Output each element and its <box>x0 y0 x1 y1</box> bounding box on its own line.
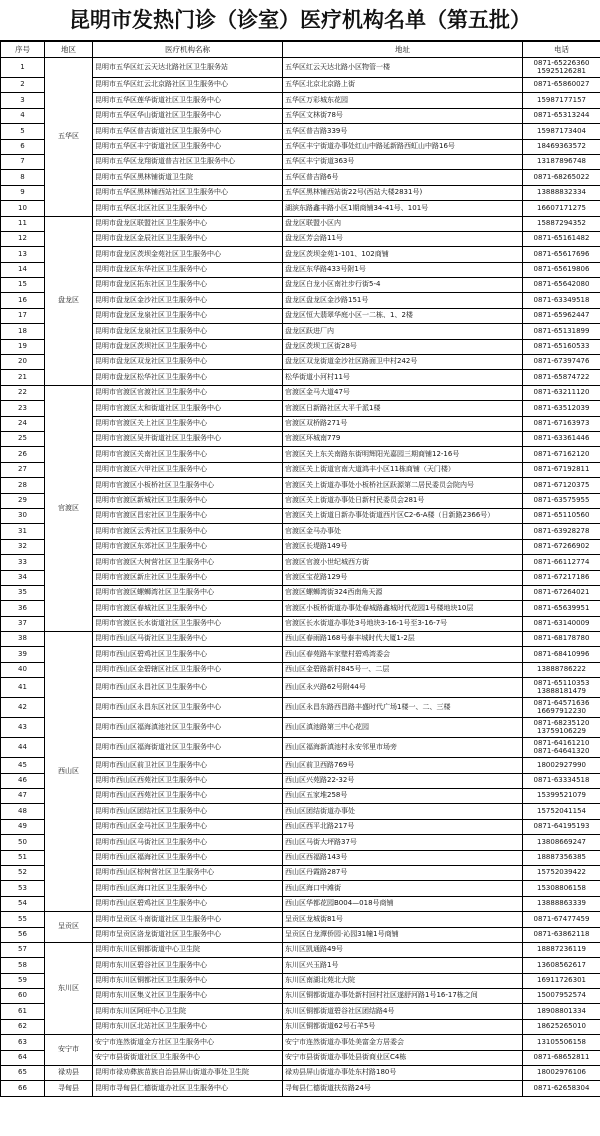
cell-address: 盘龙区盘龙区金沙路151号 <box>283 293 523 308</box>
cell-phone: 0871-65642080 <box>523 278 600 293</box>
cell-name: 昆明市盘龙区金辰社区卫生服务中心 <box>93 231 283 246</box>
cell-address: 盘龙区双龙街道金沙社区路面卫中村242号 <box>283 355 523 370</box>
cell-phone: 0871-64195193 <box>523 819 600 834</box>
cell-address: 西山区团结街道办事处 <box>283 804 523 819</box>
cell-no: 3 <box>1 93 45 108</box>
cell-address: 官渡区金马办事处 <box>283 524 523 539</box>
cell-name: 昆明市盘龙区龙泉社区卫生服务中心 <box>93 308 283 323</box>
cell-no: 27 <box>1 462 45 477</box>
cell-no: 31 <box>1 524 45 539</box>
cell-no: 46 <box>1 773 45 788</box>
cell-phone: 0871-65110353 13888181479 <box>523 678 600 698</box>
cell-address: 西山区前卫西路769号 <box>283 758 523 773</box>
cell-name: 昆明市官渡区大树营社区卫生服务中心 <box>93 555 283 570</box>
cell-name: 昆明市盘龙区联盟社区卫生服务中心 <box>93 216 283 231</box>
cell-no: 34 <box>1 570 45 585</box>
cell-address: 呈贡区龙城街81号 <box>283 912 523 927</box>
cell-name: 昆明市呈贡区洛龙街道社区卫生服务中心 <box>93 927 283 942</box>
cell-no: 38 <box>1 632 45 647</box>
cell-phone: 13888786222 <box>523 662 600 677</box>
cell-name: 昆明市西山区金马社区卫生服务中心 <box>93 819 283 834</box>
header-name: 医疗机构名称 <box>93 42 283 58</box>
header-district: 地区 <box>45 42 93 58</box>
cell-name: 昆明市官渡区新庄社区卫生服务中心 <box>93 570 283 585</box>
cell-name: 昆明市东川区铜都街道中心卫生院 <box>93 942 283 957</box>
cell-phone: 0871-67120375 <box>523 478 600 493</box>
cell-address: 官渡区关上东关南路东街明辉阳光嘉园三期商铺12-16号 <box>283 447 523 462</box>
cell-address: 盘龙区联盟小区内 <box>283 216 523 231</box>
cell-name: 昆明市盘龙区金沙社区卫生服务中心 <box>93 293 283 308</box>
cell-phone: 18469363572 <box>523 139 600 154</box>
cell-phone: 0871-65161482 <box>523 231 600 246</box>
cell-phone: 0871-67397476 <box>523 355 600 370</box>
cell-phone: 13105506158 <box>523 1035 600 1050</box>
cell-address: 西山区五家堆258号 <box>283 789 523 804</box>
cell-address: 西山区永兴路62号附44号 <box>283 678 523 698</box>
cell-name: 昆明市盘龙区松华社区卫生服务中心 <box>93 370 283 385</box>
cell-address: 官渡区关上街道官南大道鸿丰小区11栋商铺（天门楼） <box>283 462 523 477</box>
cell-phone: 15007952574 <box>523 989 600 1004</box>
cell-phone: 0871-68410996 <box>523 647 600 662</box>
cell-phone: 0871-63211120 <box>523 385 600 400</box>
cell-address: 五华区文林街78号 <box>283 108 523 123</box>
cell-name: 昆明市官渡区六甲社区卫生服务中心 <box>93 462 283 477</box>
cell-address: 西山区海口中滩街 <box>283 881 523 896</box>
cell-name: 昆明市官渡区春城社区卫生服务中心 <box>93 601 283 616</box>
cell-name: 昆明市西山区西苑社区卫生服务中心 <box>93 789 283 804</box>
cell-phone: 0871-67163973 <box>523 416 600 431</box>
cell-address: 官渡区环城南779 <box>283 431 523 446</box>
cell-no: 47 <box>1 789 45 804</box>
cell-name: 昆明市五华区普吉街道社区卫生服务中心 <box>93 124 283 139</box>
cell-address: 盘龙区茨坝工区街28号 <box>283 339 523 354</box>
cell-district: 禄劝县 <box>45 1066 93 1081</box>
cell-address: 盘龙区芳会路11号 <box>283 231 523 246</box>
cell-no: 53 <box>1 881 45 896</box>
cell-address: 官渡区长堤路149号 <box>283 539 523 554</box>
cell-no: 39 <box>1 647 45 662</box>
cell-address: 五华区丰宁街道363号 <box>283 154 523 169</box>
cell-name: 昆明市官渡区螺蛳湾社区卫生服务中心 <box>93 585 283 600</box>
cell-address: 禄劝县屏山街道办事处东村路180号 <box>283 1066 523 1081</box>
cell-no: 15 <box>1 278 45 293</box>
cell-no: 4 <box>1 108 45 123</box>
cell-address: 呈贡区白龙潭侨园·沁园31幢1号商铺 <box>283 927 523 942</box>
cell-no: 52 <box>1 865 45 880</box>
cell-name: 昆明市官渡区新城社区卫生服务中心 <box>93 493 283 508</box>
cell-no: 28 <box>1 478 45 493</box>
cell-phone: 15987173404 <box>523 124 600 139</box>
header-no: 序号 <box>1 42 45 58</box>
cell-phone: 16607171275 <box>523 201 600 216</box>
cell-address: 五华区北京北京路上街 <box>283 78 523 93</box>
cell-district: 官渡区 <box>45 385 93 631</box>
cell-phone: 0871-65860027 <box>523 78 600 93</box>
cell-no: 16 <box>1 293 45 308</box>
cell-no: 37 <box>1 616 45 631</box>
cell-no: 35 <box>1 585 45 600</box>
cell-address: 安宁市县街街道办事处县街商业区C4栋 <box>283 1050 523 1065</box>
cell-phone: 0871-65110560 <box>523 508 600 523</box>
cell-no: 66 <box>1 1081 45 1096</box>
table-body <box>1 58 600 1097</box>
cell-no: 50 <box>1 835 45 850</box>
cell-district: 安宁市 <box>45 1035 93 1066</box>
cell-no: 36 <box>1 601 45 616</box>
cell-phone: 0871-63334518 <box>523 773 600 788</box>
cell-no: 2 <box>1 78 45 93</box>
cell-address: 官渡区金马大道47号 <box>283 385 523 400</box>
cell-name: 昆明市盘龙区东华社区卫生服务中心 <box>93 262 283 277</box>
cell-name: 安宁市县街街道社区卫生服务中心 <box>93 1050 283 1065</box>
cell-phone: 13608562617 <box>523 958 600 973</box>
cell-name: 昆明市五华区红云北京路社区卫生服务中心 <box>93 78 283 93</box>
cell-address: 西山区华都花园B004—018号商铺 <box>283 896 523 911</box>
cell-no: 13 <box>1 247 45 262</box>
cell-phone: 0871-63575955 <box>523 493 600 508</box>
cell-phone: 0871-65639951 <box>523 601 600 616</box>
cell-phone: 15752041154 <box>523 804 600 819</box>
cell-no: 43 <box>1 718 45 738</box>
cell-no: 41 <box>1 678 45 698</box>
cell-name: 昆明市盘龙区茨坝社区卫生服务中心 <box>93 339 283 354</box>
cell-district: 呈贡区 <box>45 912 93 943</box>
cell-phone: 15752039422 <box>523 865 600 880</box>
cell-no: 65 <box>1 1066 45 1081</box>
cell-address: 官渡区关上街道办事处日新村民委员会281号 <box>283 493 523 508</box>
cell-name: 昆明市西山区马街社区卫生服务中心 <box>93 835 283 850</box>
cell-phone: 18002927990 <box>523 758 600 773</box>
cell-phone: 0871-64571636 16697912230 <box>523 698 600 718</box>
cell-phone: 0871-65962447 <box>523 308 600 323</box>
table-row <box>1 632 600 647</box>
cell-phone: 18887236119 <box>523 942 600 957</box>
cell-name: 昆明市五华区龙翔街道普吉社区卫生服务中心 <box>93 154 283 169</box>
cell-address: 五华区普吉路339号 <box>283 124 523 139</box>
cell-no: 60 <box>1 989 45 1004</box>
cell-name: 昆明市五华区北区社区卫生服务中心 <box>93 201 283 216</box>
cell-no: 61 <box>1 1004 45 1019</box>
cell-phone: 18625265010 <box>523 1019 600 1034</box>
cell-phone: 0871-65313244 <box>523 108 600 123</box>
table-row <box>1 1035 600 1050</box>
cell-phone: 0871-64161210 0871-64641320 <box>523 738 600 758</box>
cell-no: 51 <box>1 850 45 865</box>
cell-no: 30 <box>1 508 45 523</box>
cell-no: 10 <box>1 201 45 216</box>
cell-address: 寻甸县仁德街道扶贫路24号 <box>283 1081 523 1096</box>
cell-no: 7 <box>1 154 45 169</box>
cell-phone: 18908801334 <box>523 1004 600 1019</box>
cell-no: 6 <box>1 139 45 154</box>
cell-name: 昆明市五华区红云天达北路社区卫生服务站 <box>93 58 283 78</box>
table-row <box>1 216 600 231</box>
cell-no: 42 <box>1 698 45 718</box>
cell-name: 昆明市寻甸县仁德街道办社区卫生服务中心 <box>93 1081 283 1096</box>
cell-phone: 0871-68652811 <box>523 1050 600 1065</box>
institution-table <box>0 41 600 1097</box>
header-address: 地址 <box>283 42 523 58</box>
cell-name: 昆明市官渡区昌宏社区卫生服务中心 <box>93 508 283 523</box>
cell-name: 昆明市西山区前卫社区卫生服务中心 <box>93 758 283 773</box>
cell-phone: 13888863339 <box>523 896 600 911</box>
cell-no: 5 <box>1 124 45 139</box>
cell-address: 官渡区宝花路129号 <box>283 570 523 585</box>
cell-name: 昆明市五华区莲华街道社区卫生服务中心 <box>93 93 283 108</box>
cell-address: 官渡区螺蛳湾街324西南角天源 <box>283 585 523 600</box>
cell-no: 14 <box>1 262 45 277</box>
cell-no: 40 <box>1 662 45 677</box>
cell-no: 1 <box>1 58 45 78</box>
header-phone: 电话 <box>523 42 600 58</box>
cell-phone: 0871-63140009 <box>523 616 600 631</box>
cell-name: 昆明市禄劝彝族苗族自治县屏山街道办事处卫生院 <box>93 1066 283 1081</box>
cell-phone: 0871-67266902 <box>523 539 600 554</box>
cell-phone: 0871-68265022 <box>523 170 600 185</box>
cell-name: 昆明市官渡区太和街道社区卫生服务中心 <box>93 401 283 416</box>
cell-no: 54 <box>1 896 45 911</box>
cell-address: 盘龙区白龙小区南社步行街5-4 <box>283 278 523 293</box>
table-header-row <box>1 42 600 58</box>
cell-no: 18 <box>1 324 45 339</box>
cell-no: 59 <box>1 973 45 988</box>
cell-name: 昆明市官渡区官渡社区卫生服务中心 <box>93 385 283 400</box>
cell-address: 西山区春苑路车家壁村碧鸡湾委会 <box>283 647 523 662</box>
cell-no: 63 <box>1 1035 45 1050</box>
cell-phone: 0871-63361446 <box>523 431 600 446</box>
cell-no: 58 <box>1 958 45 973</box>
cell-phone: 18002976106 <box>523 1066 600 1081</box>
cell-phone: 15887294352 <box>523 216 600 231</box>
cell-address: 西山区西平北路217号 <box>283 819 523 834</box>
cell-name: 昆明市盘龙区龙泉社区卫生服务中心 <box>93 324 283 339</box>
cell-no: 56 <box>1 927 45 942</box>
cell-no: 22 <box>1 385 45 400</box>
cell-no: 20 <box>1 355 45 370</box>
cell-address: 五华区普吉路6号 <box>283 170 523 185</box>
cell-address: 五华区黑林铺西站街22号(西站大楼2831号) <box>283 185 523 200</box>
cell-address: 五华区万彩城东花园 <box>283 93 523 108</box>
cell-phone: 0871-66112774 <box>523 555 600 570</box>
cell-address: 官渡区关上街道日新办事处街道西片区C2-6-A楼（日新路2366号） <box>283 508 523 523</box>
cell-name: 昆明市盘龙区茨坝金苑社区卫生服务中心 <box>93 247 283 262</box>
cell-no: 25 <box>1 431 45 446</box>
cell-name: 昆明市盘龙区双龙社区卫生服务中心 <box>93 355 283 370</box>
cell-name: 昆明市官渡区长水街道社区卫生服务中心 <box>93 616 283 631</box>
cell-no: 8 <box>1 170 45 185</box>
cell-name: 昆明市五华区黑林铺西站社区卫生服务中心 <box>93 185 283 200</box>
cell-no: 32 <box>1 539 45 554</box>
cell-address: 西山区兴苑路22-32号 <box>283 773 523 788</box>
cell-address: 东川区铜都街道62号石羊5号 <box>283 1019 523 1034</box>
cell-name: 昆明市西山区碧鸡社区卫生服务中心 <box>93 896 283 911</box>
cell-name: 昆明市五华区华山街道社区卫生服务中心 <box>93 108 283 123</box>
cell-no: 48 <box>1 804 45 819</box>
cell-address: 湖滨东路鑫丰路小区1期商铺34-41号、101号 <box>283 201 523 216</box>
cell-no: 44 <box>1 738 45 758</box>
cell-name: 昆明市官渡区关南社区卫生服务中心 <box>93 447 283 462</box>
cell-no: 29 <box>1 493 45 508</box>
table-row <box>1 1081 600 1096</box>
cell-name: 昆明市东川区碧谷社区卫生服务中心 <box>93 958 283 973</box>
cell-phone: 15308806158 <box>523 881 600 896</box>
cell-no: 62 <box>1 1019 45 1034</box>
cell-name: 昆明市西山区团结社区卫生服务中心 <box>93 804 283 819</box>
cell-phone: 0871-62658304 <box>523 1081 600 1096</box>
cell-phone: 0871-65226360 15925126281 <box>523 58 600 78</box>
cell-address: 盘龙区恒大翡翠华庭小区一二栋、1、2楼 <box>283 308 523 323</box>
cell-phone: 0871-68235120 13759106229 <box>523 718 600 738</box>
cell-no: 49 <box>1 819 45 834</box>
cell-name: 昆明市东川区集义社区卫生服务中心 <box>93 989 283 1004</box>
cell-name: 昆明市西山区福海街道社区卫生服务中心 <box>93 738 283 758</box>
cell-phone: 0871-67162120 <box>523 447 600 462</box>
table-row <box>1 912 600 927</box>
cell-name: 昆明市西山区福海滇池社区卫生服务中心 <box>93 718 283 738</box>
cell-no: 17 <box>1 308 45 323</box>
cell-address: 官渡区长水街道办事处3号地块3-16-1号至3-16-7号 <box>283 616 523 631</box>
cell-address: 盘龙区跃进厂内 <box>283 324 523 339</box>
cell-name: 昆明市西山区马街社区卫生服务中心 <box>93 632 283 647</box>
cell-phone: 0871-65617696 <box>523 247 600 262</box>
cell-address: 五华区红云天达北路小区物管一楼 <box>283 58 523 78</box>
cell-no: 23 <box>1 401 45 416</box>
cell-no: 21 <box>1 370 45 385</box>
cell-no: 33 <box>1 555 45 570</box>
cell-address: 五华区丰宁街道办事处红山中路延新路西虹山中路16号 <box>283 139 523 154</box>
cell-phone: 0871-68178780 <box>523 632 600 647</box>
cell-address: 西山区金碧路新村845号一、二层 <box>283 662 523 677</box>
cell-address: 盘龙区东华路433号附1号 <box>283 262 523 277</box>
cell-name: 昆明市呈贡区斗南街道社区卫生服务中心 <box>93 912 283 927</box>
cell-name: 昆明市五华区黑林铺街道卫生院 <box>93 170 283 185</box>
page-title: 昆明市发热门诊（诊室）医疗机构名单（第五批） <box>0 0 600 41</box>
cell-district: 盘龙区 <box>45 216 93 385</box>
table-row <box>1 58 600 78</box>
cell-phone: 0871-67264021 <box>523 585 600 600</box>
cell-no: 12 <box>1 231 45 246</box>
table-row <box>1 1066 600 1081</box>
cell-address: 东川区南湖北苑北大院 <box>283 973 523 988</box>
cell-address: 安宁市连然街道办事处美富金方居委会 <box>283 1035 523 1050</box>
cell-phone: 0871-67217186 <box>523 570 600 585</box>
cell-address: 官渡区小板桥街道办事处春城路鑫城时代花园1号楼地块10层 <box>283 601 523 616</box>
cell-name: 昆明市官渡区小板桥社区卫生服务中心 <box>93 478 283 493</box>
cell-phone: 0871-65874722 <box>523 370 600 385</box>
cell-phone: 0871-63862118 <box>523 927 600 942</box>
cell-no: 19 <box>1 339 45 354</box>
cell-no: 45 <box>1 758 45 773</box>
cell-phone: 16911726301 <box>523 973 600 988</box>
cell-district: 西山区 <box>45 632 93 912</box>
cell-phone: 18887356385 <box>523 850 600 865</box>
cell-no: 24 <box>1 416 45 431</box>
cell-address: 西山区滇池路第三中心花园 <box>283 718 523 738</box>
cell-name: 昆明市西山区永昌社区卫生服务中心 <box>93 678 283 698</box>
cell-phone: 15399521079 <box>523 789 600 804</box>
cell-no: 64 <box>1 1050 45 1065</box>
cell-address: 松华街道小河村11号 <box>283 370 523 385</box>
cell-phone: 0871-67192811 <box>523 462 600 477</box>
cell-address: 东川区铜都街道办事处新村回村社区遂舒河路1号16-17栋之间 <box>283 989 523 1004</box>
cell-district: 东川区 <box>45 942 93 1034</box>
cell-phone: 13808669247 <box>523 835 600 850</box>
cell-phone: 0871-63349518 <box>523 293 600 308</box>
cell-address: 西山区永昌东路西昌路丰盛时代广场1楼一、二、三楼 <box>283 698 523 718</box>
cell-name: 昆明市东川区北站社区卫生服务中心 <box>93 1019 283 1034</box>
cell-name: 昆明市盘龙区拓东社区卫生服务中心 <box>93 278 283 293</box>
cell-name: 昆明市五华区丰宁街道社区卫生服务中心 <box>93 139 283 154</box>
cell-phone: 13888832334 <box>523 185 600 200</box>
cell-phone: 13187896748 <box>523 154 600 169</box>
table-row <box>1 942 600 957</box>
cell-name: 昆明市西山区海口社区卫生服务中心 <box>93 881 283 896</box>
cell-phone: 0871-65160533 <box>523 339 600 354</box>
cell-address: 官渡区关上街道办事处小板桥社区跃源第二居民委员会院内号 <box>283 478 523 493</box>
cell-phone: 0871-67477459 <box>523 912 600 927</box>
cell-no: 9 <box>1 185 45 200</box>
cell-address: 官渡区日新路社区大平千派1楼 <box>283 401 523 416</box>
cell-name: 昆明市东川区铜都社区卫生服务中心 <box>93 973 283 988</box>
cell-phone: 0871-63512039 <box>523 401 600 416</box>
cell-name: 昆明市官渡区吴井街道社区卫生服务中心 <box>93 431 283 446</box>
cell-name: 昆明市西山区棕树营社区卫生服务中心 <box>93 865 283 880</box>
table-row <box>1 385 600 400</box>
cell-no: 26 <box>1 447 45 462</box>
cell-phone: 0871-63928278 <box>523 524 600 539</box>
cell-district: 五华区 <box>45 58 93 217</box>
cell-address: 盘龙区茨坝金苑1-101、102商铺 <box>283 247 523 262</box>
cell-district: 寻甸县 <box>45 1081 93 1096</box>
cell-address: 西山区马街大坪路37号 <box>283 835 523 850</box>
cell-no: 57 <box>1 942 45 957</box>
cell-no: 11 <box>1 216 45 231</box>
cell-address: 东川区铜都街道碧谷社区团结路4号 <box>283 1004 523 1019</box>
cell-name: 昆明市西山区福海社区卫生服务中心 <box>93 850 283 865</box>
cell-name: 昆明市东川区阿旺中心卫生院 <box>93 1004 283 1019</box>
cell-name: 昆明市官渡区云秀社区卫生服务中心 <box>93 524 283 539</box>
cell-name: 昆明市西山区碧鸡社区卫生服务中心 <box>93 647 283 662</box>
cell-name: 昆明市西山区西苑社区卫生服务中心 <box>93 773 283 788</box>
cell-address: 西山区西福路143号 <box>283 850 523 865</box>
cell-phone: 0871-65131899 <box>523 324 600 339</box>
cell-address: 西山区春雨路168号泰丰城时代大厦1-2层 <box>283 632 523 647</box>
cell-phone: 15987177157 <box>523 93 600 108</box>
cell-address: 东川区兴玉路1号 <box>283 958 523 973</box>
cell-name: 安宁市连然街道金方社区卫生服务中心 <box>93 1035 283 1050</box>
cell-address: 西山区丹霞路287号 <box>283 865 523 880</box>
cell-address: 官渡区官渡小世纪城西方街 <box>283 555 523 570</box>
cell-address: 西山区福海新滇池村永安邻里市场旁 <box>283 738 523 758</box>
cell-name: 昆明市西山区金碧辖区社区卫生服务中心 <box>93 662 283 677</box>
cell-name: 昆明市官渡区关上社区卫生服务中心 <box>93 416 283 431</box>
cell-address: 官渡区双桥路271号 <box>283 416 523 431</box>
cell-no: 55 <box>1 912 45 927</box>
cell-name: 昆明市官渡区东郊社区卫生服务中心 <box>93 539 283 554</box>
cell-name: 昆明市西山区永昌东区社区卫生服务中心 <box>93 698 283 718</box>
cell-address: 东川区凯通路49号 <box>283 942 523 957</box>
cell-phone: 0871-65619806 <box>523 262 600 277</box>
